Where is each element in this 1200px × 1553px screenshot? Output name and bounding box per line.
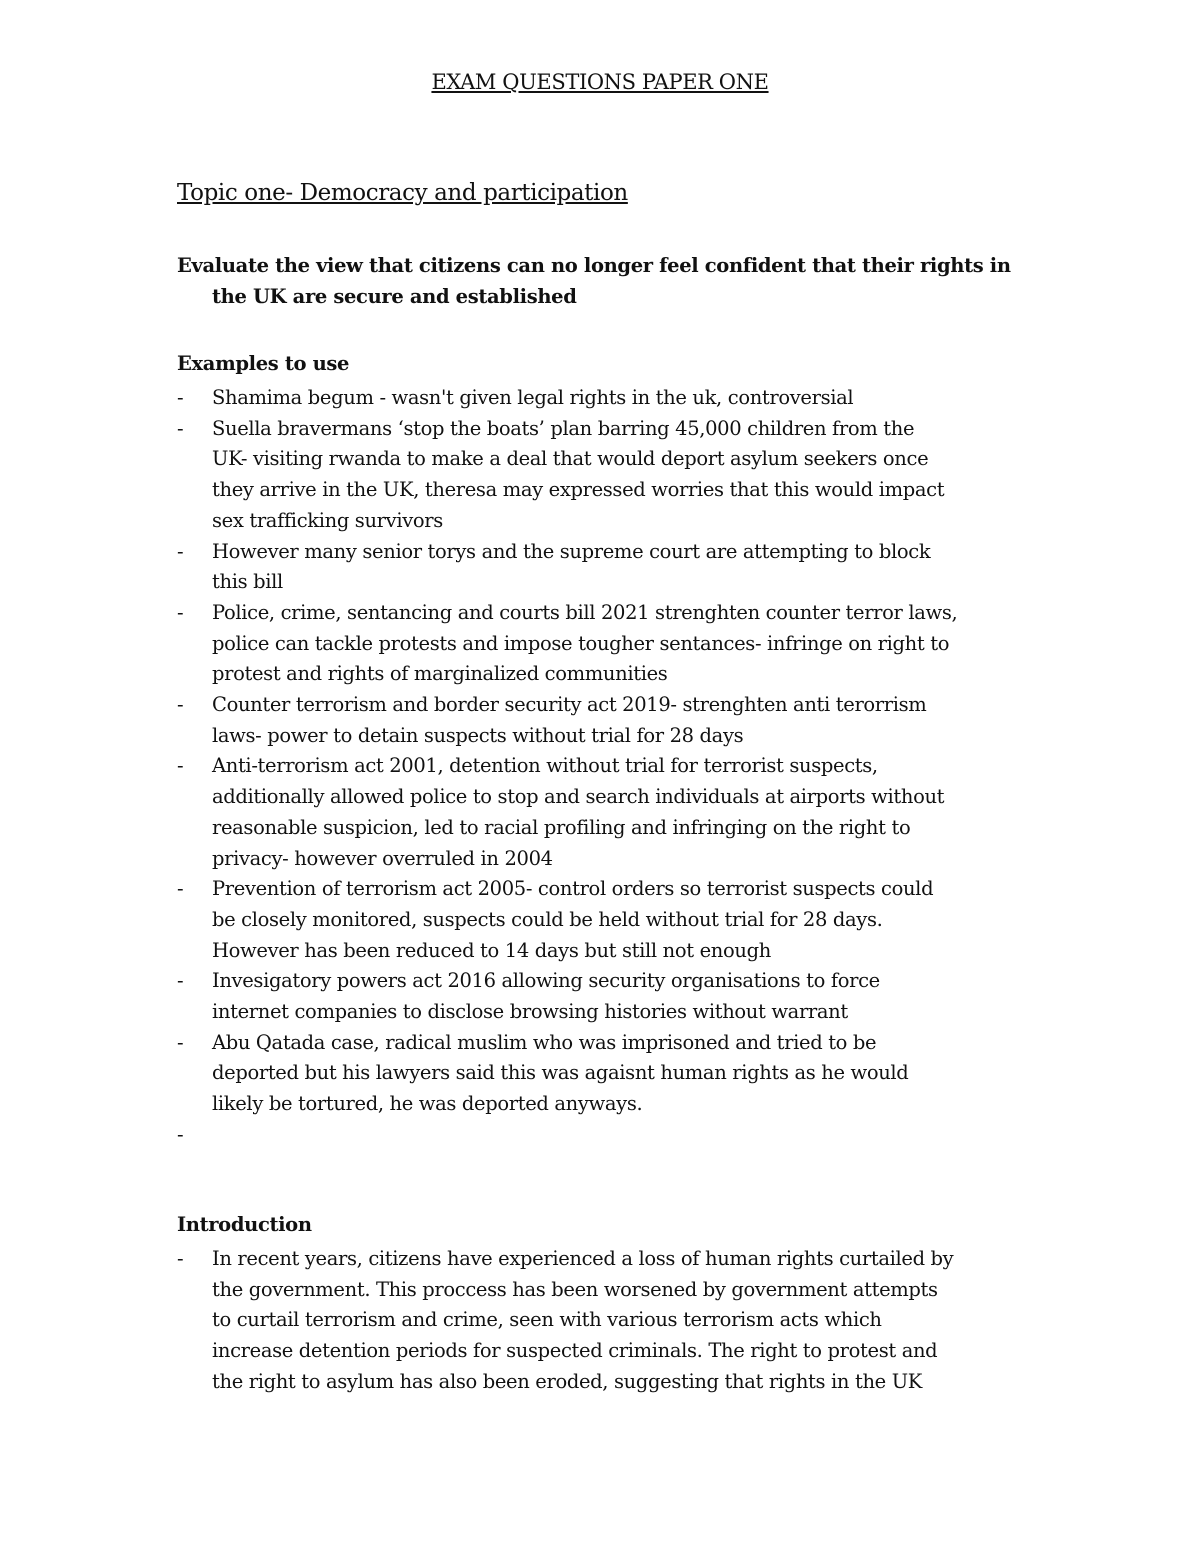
examples-list <box>177 383 1077 1151</box>
list-item-line: increase detention periods for suspected criminals. The right to protest and <box>212 1339 938 1363</box>
list-item-line: police can tackle protests and impose tougher sentances- infringe on right to <box>212 631 950 655</box>
bullet-dash: - <box>177 1247 184 1270</box>
document-title: EXAM QUESTIONS PAPER ONE <box>431 70 769 94</box>
list-item <box>177 690 1077 751</box>
bullet-dash: - <box>177 386 184 409</box>
list-item-line: privacy- however overruled in 2004 <box>212 846 553 870</box>
bullet-dash: - <box>177 1122 184 1146</box>
list-item-line: Abu Qatada case, radical muslim who was imprisoned and tried to be <box>212 1030 877 1054</box>
list-item-line: Shamima begum - wasn't given legal rights in the uk, controversial <box>212 386 854 409</box>
list-item <box>177 598 1077 690</box>
list-item-line: they arrive in the UK, theresa may expressed worries that this would impact <box>212 478 945 502</box>
list-item <box>177 383 1077 414</box>
list-item-line: Counter terrorism and border security act 2019- strenghten anti terorrism <box>212 693 927 717</box>
list-item <box>177 537 1077 598</box>
list-item-line: Suella bravermans ‘stop the boats’ plan barring 45,000 children from the <box>212 416 915 440</box>
list-item-line: additionally allowed police to stop and search individuals at airports without <box>212 785 945 809</box>
list-item-line: laws- power to detain suspects without trial for 28 days <box>212 723 744 747</box>
list-item-line: this bill <box>212 570 283 594</box>
topic-heading: Topic one- Democracy and participation <box>177 180 628 206</box>
list-item-line: Prevention of terrorism act 2005- control orders so terrorist suspects could <box>212 877 934 901</box>
list-item <box>177 1028 1077 1120</box>
list-item <box>177 1244 1077 1398</box>
list-item-empty <box>177 1120 1077 1151</box>
list-item-line: In recent years, citizens have experienced a loss of human rights curtailed by <box>212 1247 954 1270</box>
list-item-line: Invesigatory powers act 2016 allowing security organisations to force <box>212 969 880 993</box>
list-item-line: protest and rights of marginalized communities <box>212 662 668 686</box>
list-item <box>177 751 1077 874</box>
question-line: Evaluate the view that citizens can no longer feel confident that their rights in <box>177 254 1011 277</box>
list-item-line: deported but his lawyers said this was agaisnt human rights as he would <box>212 1061 909 1085</box>
list-item-line: internet companies to disclose browsing histories without warrant <box>212 1000 848 1024</box>
introduction-list <box>177 1244 1077 1398</box>
list-item-line: the right to asylum has also been eroded, suggesting that rights in the UK <box>212 1369 923 1393</box>
list-item-line: Anti-terrorism act 2001, detention without trial for terrorist suspects, <box>212 754 878 778</box>
list-item-line: However many senior torys and the supreme court are attempting to block <box>212 539 931 563</box>
list-item-line: likely be tortured, he was deported anyways. <box>212 1092 643 1116</box>
list-item <box>177 966 1077 1027</box>
examples-heading: Examples to use <box>177 352 350 375</box>
question-line: the UK are secure and established <box>212 285 577 308</box>
list-item-line: to curtail terrorism and crime, seen with various terrorism acts which <box>212 1308 882 1332</box>
bullet-dash: - <box>177 877 184 901</box>
bullet-dash: - <box>177 1030 184 1054</box>
list-item-line: However has been reduced to 14 days but still not enough <box>212 938 771 962</box>
list-item <box>177 414 1077 537</box>
bullet-dash: - <box>177 416 184 440</box>
bullet-dash: - <box>177 539 184 563</box>
bullet-dash: - <box>177 693 184 717</box>
bullet-dash: - <box>177 969 184 993</box>
bullet-dash: - <box>177 600 184 624</box>
introduction-heading: Introduction <box>177 1213 312 1236</box>
list-item-line: reasonable suspicion, led to racial profiling and infringing on the right to <box>212 815 911 839</box>
list-item-line: be closely monitored, suspects could be held without trial for 28 days. <box>212 907 883 931</box>
list-item-line: UK- visiting rwanda to make a deal that would deport asylum seekers once <box>212 447 929 471</box>
list-item-line: sex trafficking survivors <box>212 508 443 532</box>
list-item <box>177 874 1077 966</box>
list-item-line: Police, crime, sentancing and courts bill 2021 strenghten counter terror laws, <box>212 600 958 624</box>
list-item-line: the government. This proccess has been worsened by government attempts <box>212 1277 938 1301</box>
bullet-dash: - <box>177 754 184 778</box>
exam-question <box>177 250 1077 312</box>
list-item-line <box>212 1120 1077 1151</box>
